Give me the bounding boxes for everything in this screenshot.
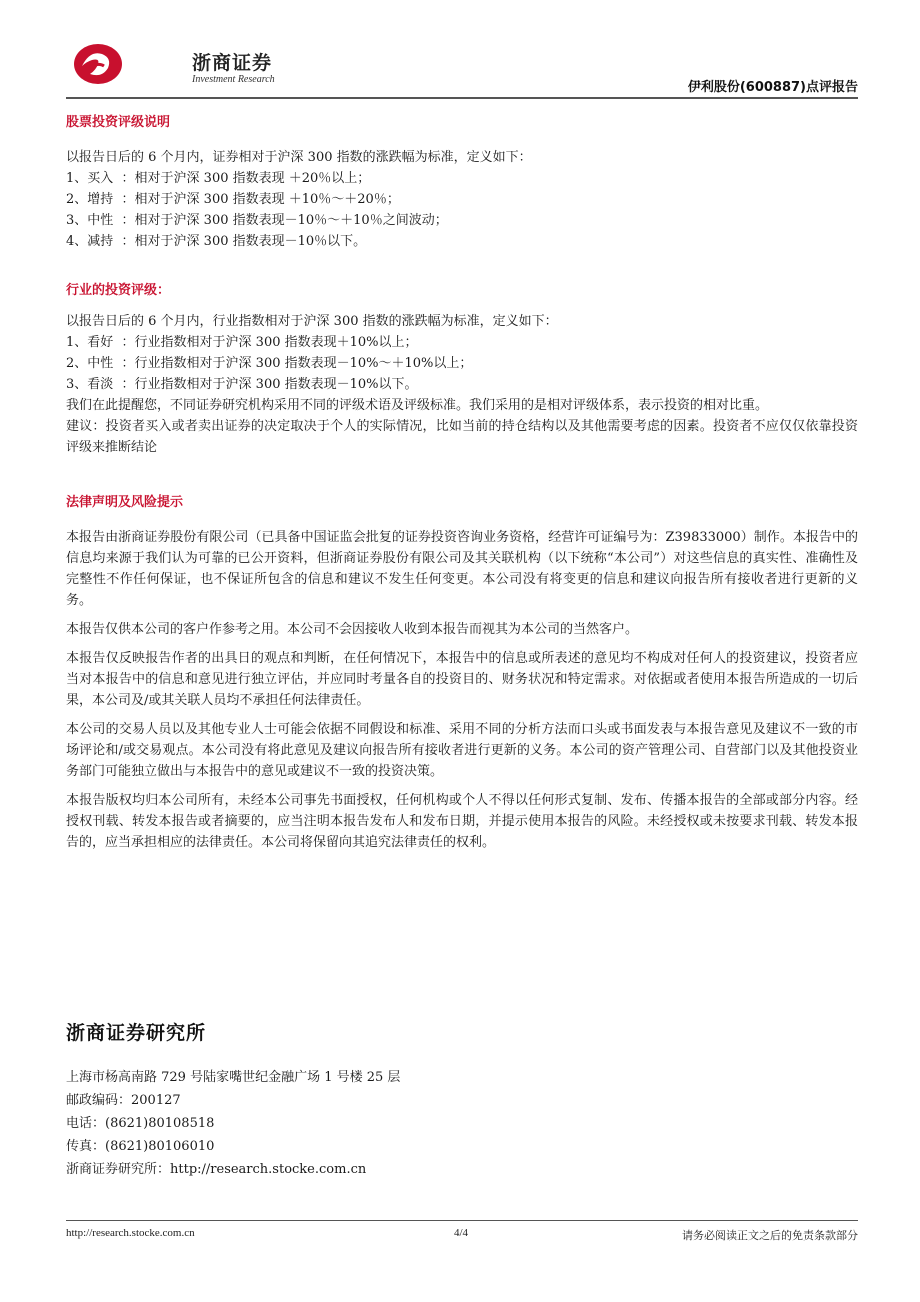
legal-paragraph: 本报告仅供本公司的客户作参考之用。本公司不会因接收人收到本报告而视其为本公司的当然客户。 — [66, 622, 639, 637]
stock-rating-item: 1、买入 ：相对于沪深 300 指数表现 ＋20％以上； — [66, 171, 371, 186]
institute-postcode: 邮政编码：200127 — [66, 1093, 181, 1108]
institute-phone: 电话：(8621)80108518 — [66, 1116, 215, 1131]
page-number: 4/4 — [454, 1227, 469, 1239]
institute-address: 上海市杨高南路 729 号陆家嘴世纪金融广场 1 号楼 25 层 — [66, 1070, 401, 1085]
stock-rating-item: 4、减持 ：相对于沪深 300 指数表现－10％以下。 — [66, 234, 367, 249]
legal-paragraph: 本公司的交易人员以及其他专业人士可能会依据不同假设和标准、采用不同的分析方法而口头或书面发表与本报告意见及建议不一致的市场评论和/或交易观点。本公司没有将此意见及建议向报告所有接收者进行更新的义务。本公司的资产管理公司、自营部门以及其他投资业务部门可能独立做出与本报告中的意见或建议不一致的投资决策。 — [66, 722, 858, 779]
legal-paragraph: 本报告由浙商证券股份有限公司（已具备中国证监会批复的证券投资咨询业务资格，经营许可证编号为：Z39833000）制作。本报告中的信息均来源于我们认为可靠的已公开资料，但浙商证券股份有限公司及其关联机构（以下统称“本公司”）对这些信息的真实性、准确性及完整性不作任何保证，也不保证所包含的信息和建议不发生任何变更。本公司没有将变更的信息和建议向报告所有接收者进行更新的义务。 — [66, 530, 858, 608]
legal-title: 法律声明及风险提示 — [66, 495, 184, 510]
footer-disclaimer: 请务必阅读正文之后的免责条款部分 — [682, 1229, 858, 1242]
header-divider — [66, 97, 858, 99]
legal-paragraph: 本报告版权均归本公司所有，未经本公司事先书面授权，任何机构或个人不得以任何形式复制、发布、传播本报告的全部或部分内容。经授权刊载、转发本报告或者摘要的，应当注明本报告发布人和发布日期，并提示使用本报告的风险。未经授权或未按要求刊载、转发本报告的，应当承担相应的法律责任。本公司将保留向其追究法律责任的权利。 — [66, 793, 858, 850]
industry-rating-note: 我们在此提醒您，不同证券研究机构采用不同的评级术语及评级标准。我们采用的是相对评级体系，表示投资的相对比重。 — [66, 398, 769, 413]
industry-rating-item: 2、中性 ：行业指数相对于沪深 300 指数表现－10%～＋10%以上； — [66, 356, 473, 371]
institute-name: 浙商证券研究所 — [66, 1022, 207, 1044]
institute-fax: 传真：(8621)80106010 — [66, 1139, 215, 1154]
legal-paragraph: 本报告仅反映报告作者的出具日的观点和判断，在任何情况下，本报告中的信息或所表述的意见均不构成对任何人的投资建议，投资者应当对本报告中的信息和意见进行独立评估，并应同时考量各自的投资目的、财务状况和特定需求。对依据或者使用本报告所造成的一切后果，本公司及/或其关联人员均不承担任何法律责任。 — [66, 651, 858, 708]
page-header — [66, 40, 858, 98]
brand-name: 浙商证券 — [192, 52, 273, 74]
investment-advice: 建议：投资者买入或者卖出证券的决定取决于个人的实际情况，比如当前的持仓结构以及其他需要考虑的因素。投资者不应仅仅依靠投资评级来推断结论 — [66, 419, 858, 455]
institute-website: 浙商证券研究所：http://research.stocke.com.cn — [66, 1162, 367, 1177]
footer-divider — [66, 1220, 858, 1221]
stock-rating-item: 2、增持 ：相对于沪深 300 指数表现 ＋10％～＋20％； — [66, 192, 400, 207]
industry-rating-intro: 以报告日后的 6 个月内，行业指数相对于沪深 300 指数的涨跌幅为标准，定义如下： — [66, 314, 558, 329]
industry-rating-item: 1、看好 ：行业指数相对于沪深 300 指数表现＋10%以上； — [66, 335, 418, 350]
stock-rating-title: 股票投资评级说明 — [66, 115, 171, 130]
footer-url-link[interactable]: http://research.stocke.com.cn — [66, 1227, 195, 1239]
stock-rating-intro: 以报告日后的 6 个月内，证券相对于沪深 300 指数的涨跌幅为标准，定义如下： — [66, 150, 532, 165]
brand-subtitle: Investment Research — [192, 74, 275, 85]
industry-rating-title: 行业的投资评级： — [66, 283, 171, 298]
institute-contacts — [66, 1066, 400, 1181]
zheshang-logo-icon — [72, 42, 124, 86]
industry-rating-item: 3、看淡 ：行业指数相对于沪深 300 指数表现－10%以下。 — [66, 377, 418, 392]
report-title: 伊利股份(600887)点评报告 — [687, 80, 858, 95]
stock-rating-item: 3、中性 ：相对于沪深 300 指数表现－10％～＋10％之间波动； — [66, 213, 448, 228]
main-content — [66, 112, 858, 853]
